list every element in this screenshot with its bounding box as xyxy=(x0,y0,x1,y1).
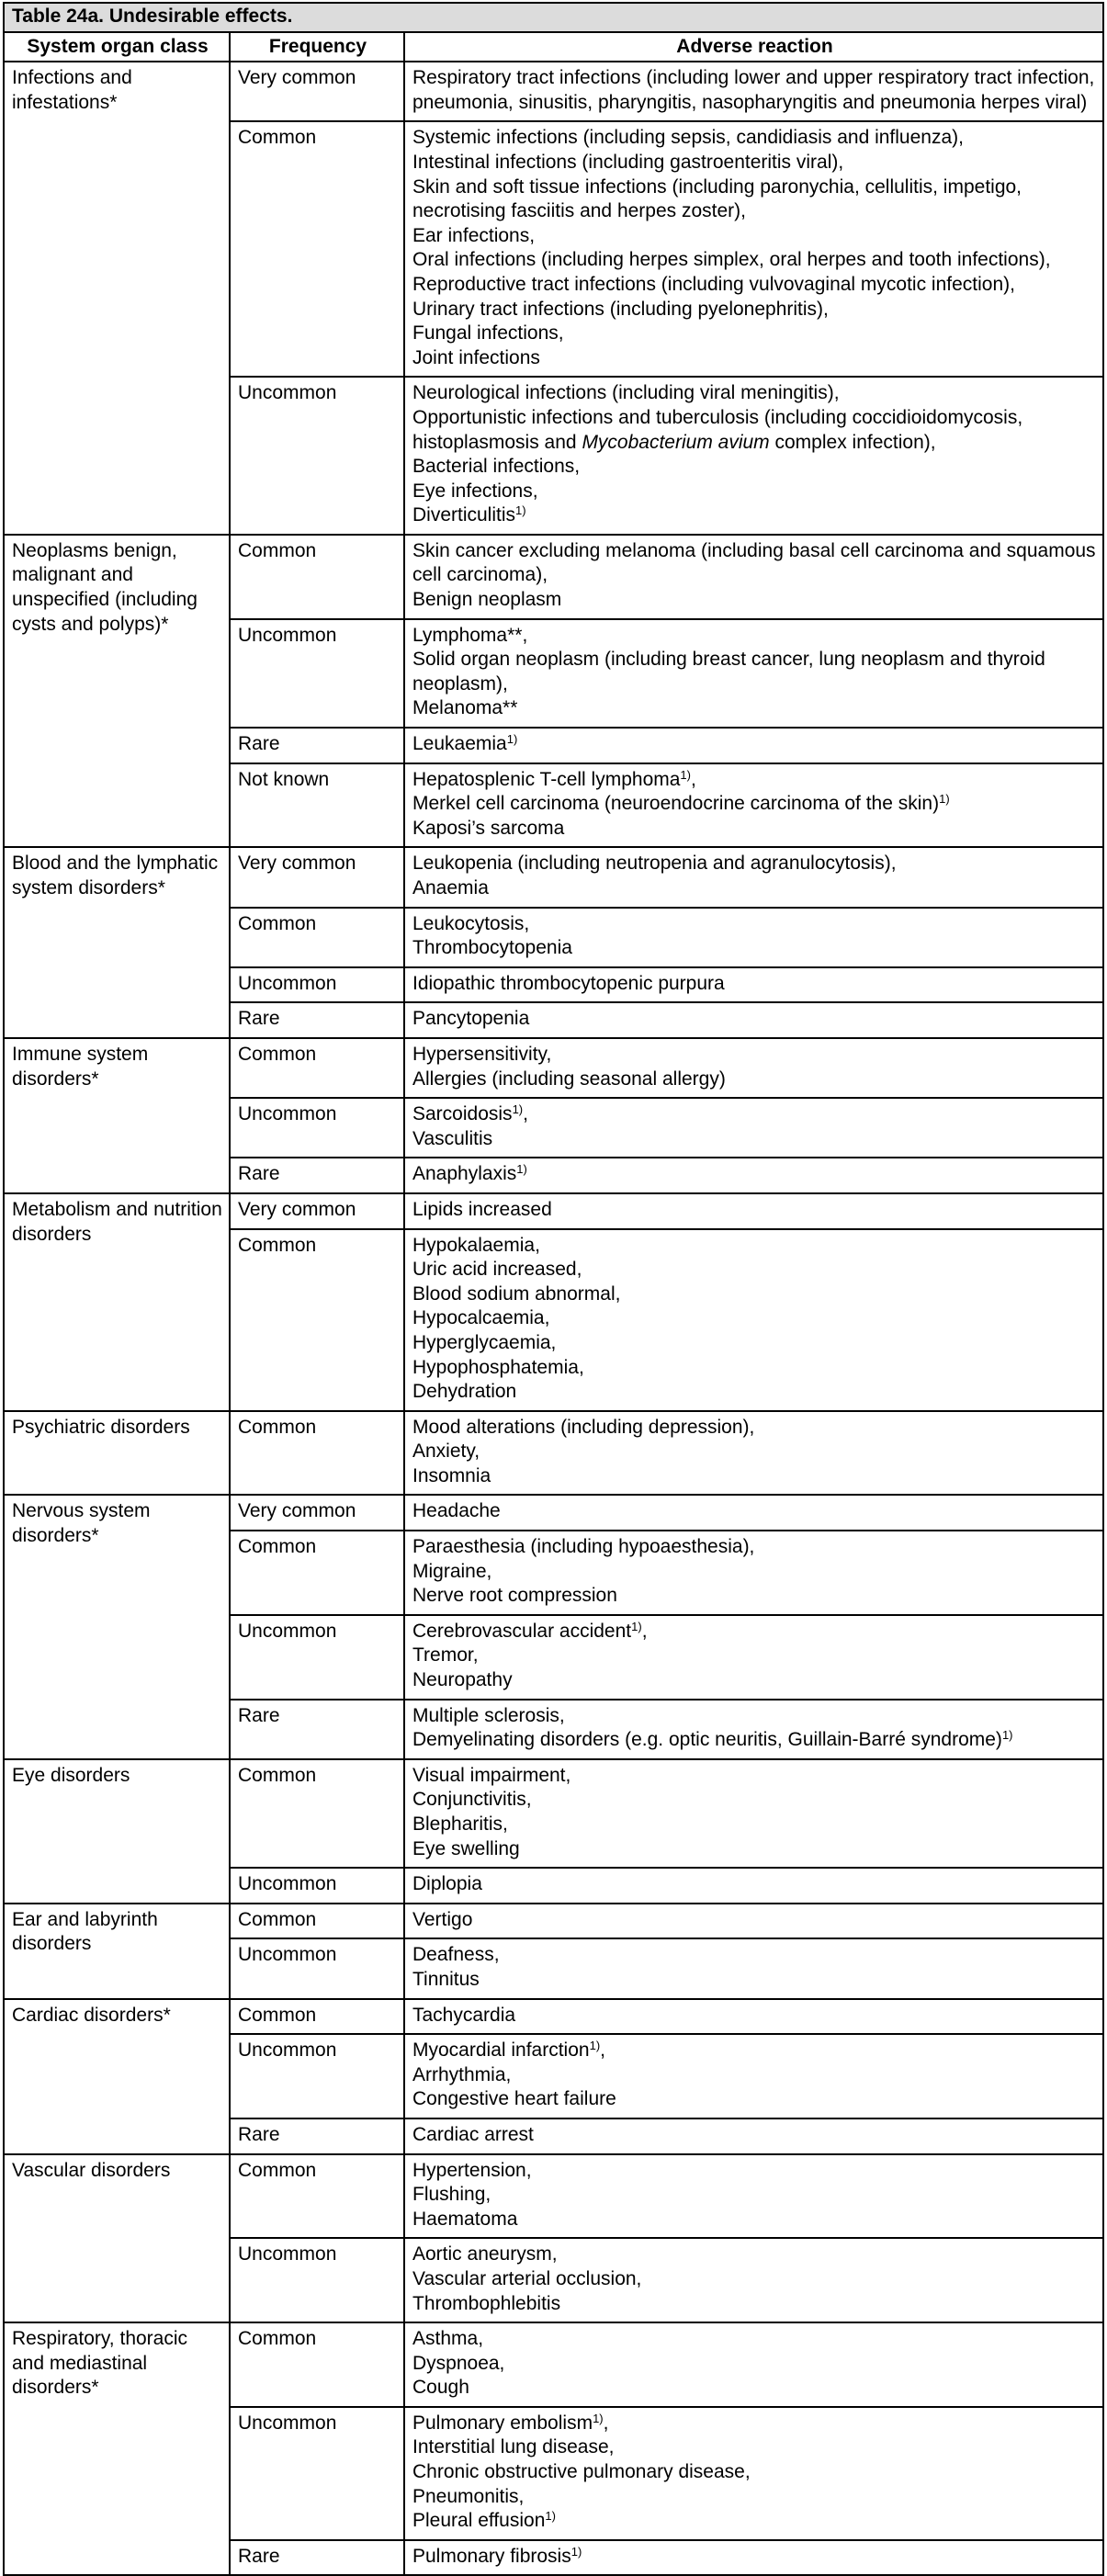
reaction-text: Hypersensitivity, xyxy=(412,1043,552,1065)
adverse-reaction-item xyxy=(412,1331,1097,1356)
reaction-text: Thrombophlebitis xyxy=(412,2292,561,2314)
table-row xyxy=(4,535,1103,619)
adverse-reaction-item xyxy=(412,588,1097,613)
frequency-cell: Rare xyxy=(230,728,404,763)
frequency-cell: Rare xyxy=(230,2118,404,2154)
frequency-cell: Uncommon xyxy=(230,1938,404,1998)
reaction-text: Anaemia xyxy=(412,877,489,898)
adverse-reaction-item xyxy=(412,1908,1097,1933)
adverse-reaction-item xyxy=(412,2292,1097,2317)
adverse-reaction-item xyxy=(412,936,1097,961)
adverse-reaction-item xyxy=(412,1943,1097,1968)
adverse-reaction-cell xyxy=(404,2540,1103,2576)
adverse-reaction-item xyxy=(412,406,1097,455)
reaction-text: Melanoma** xyxy=(412,697,518,719)
adverse-reaction-item xyxy=(412,1306,1097,1331)
reaction-text: Headache xyxy=(412,1500,501,1522)
adverse-reaction-item xyxy=(412,1620,1097,1644)
frequency-cell: Uncommon xyxy=(230,1615,404,1700)
footnote-marker: 1) xyxy=(593,2411,604,2425)
adverse-reaction-item xyxy=(412,151,1097,175)
reaction-text: Bacterial infections, xyxy=(412,456,581,478)
reaction-text: Visual impairment, xyxy=(412,1764,571,1786)
reaction-text: Idiopathic thrombocytopenic purpura xyxy=(412,972,725,994)
reaction-text: Aortic aneurysm, xyxy=(412,2243,558,2265)
adverse-reaction-cell xyxy=(404,728,1103,763)
adverse-reaction-cell xyxy=(404,2034,1103,2118)
reaction-text: Leukopenia (including neutropenia and agranulocytosis), xyxy=(412,853,897,875)
table-row xyxy=(4,2154,1103,2239)
footnote-marker: 1) xyxy=(515,503,526,518)
adverse-reaction-item xyxy=(412,298,1097,322)
reaction-text-suffix: , xyxy=(641,1620,648,1642)
reaction-text: Reproductive tract infections (including vulvovaginal mycotic infection), xyxy=(412,273,1015,295)
adverse-reaction-cell xyxy=(404,1615,1103,1700)
reaction-text: Ear infections, xyxy=(412,224,536,246)
adverse-reaction-item xyxy=(412,2545,1097,2570)
reaction-text: Allergies (including seasonal allergy) xyxy=(412,1068,726,1090)
reaction-text: Dyspnoea, xyxy=(412,2352,505,2374)
frequency-cell: Common xyxy=(230,1531,404,1615)
adverse-reaction-item xyxy=(412,817,1097,842)
footnote-marker: 1) xyxy=(631,1619,642,1633)
reaction-text: Haematoma xyxy=(412,2208,518,2230)
footnote-marker: 1) xyxy=(1001,1728,1013,1743)
adverse-reaction-cell xyxy=(404,1495,1103,1531)
adverse-reaction-cell xyxy=(404,1193,1103,1229)
adverse-reaction-item xyxy=(412,1837,1097,1862)
table-row xyxy=(4,1411,1103,1496)
adverse-reaction-item xyxy=(412,1788,1097,1813)
reaction-text: Hypokalaemia, xyxy=(412,1234,540,1256)
adverse-reaction-item xyxy=(412,876,1097,901)
reaction-text: Pulmonary fibrosis xyxy=(412,2545,571,2567)
reaction-text: Hypocalcaemia, xyxy=(412,1307,550,1329)
system-organ-class-cell: Vascular disorders xyxy=(4,2154,230,2323)
adverse-reaction-cell xyxy=(404,1904,1103,1939)
reaction-text: Arrhythmia, xyxy=(412,2063,512,2085)
reaction-text: Pneumonitis, xyxy=(412,2485,525,2507)
adverse-reaction-cell xyxy=(404,1229,1103,1411)
footnote-marker: 1) xyxy=(939,792,950,807)
system-organ-class-cell: Metabolism and nutrition disorders xyxy=(4,1193,230,1411)
adverse-reaction-cell xyxy=(404,2238,1103,2322)
adverse-reaction-cell xyxy=(404,2322,1103,2407)
adverse-reaction-cell xyxy=(404,847,1103,907)
adverse-reaction-cell xyxy=(404,377,1103,535)
adverse-reaction-item xyxy=(412,480,1097,504)
reaction-text: Asthma, xyxy=(412,2328,484,2350)
table-title: Table 24a. Undesirable effects. xyxy=(4,3,1103,32)
adverse-reaction-cell xyxy=(404,763,1103,848)
adverse-reaction-cell xyxy=(404,1868,1103,1904)
adverse-reaction-item xyxy=(412,126,1097,151)
reaction-text: Pleural effusion xyxy=(412,2510,546,2532)
reaction-italic-text: Mycobacterium avium xyxy=(582,431,770,453)
adverse-reaction-cell xyxy=(404,1700,1103,1759)
adverse-reaction-cell xyxy=(404,121,1103,377)
table-row xyxy=(4,1759,1103,1868)
reaction-text: Cough xyxy=(412,2377,469,2399)
reaction-text: Anxiety, xyxy=(412,1441,480,1463)
adverse-reaction-item xyxy=(412,273,1097,298)
system-organ-class-cell: Blood and the lymphatic system disorders* xyxy=(4,847,230,1038)
adverse-reaction-cell xyxy=(404,1938,1103,1998)
system-organ-class-cell: Ear and labyrinth disorders xyxy=(4,1904,230,1999)
adverse-reaction-item xyxy=(412,1644,1097,1668)
adverse-reaction-item xyxy=(412,972,1097,997)
adverse-reaction-cell xyxy=(404,1158,1103,1193)
table-row xyxy=(4,1038,1103,1098)
frequency-cell: Uncommon xyxy=(230,2238,404,2322)
footnote-marker: 1) xyxy=(680,767,691,782)
frequency-cell: Uncommon xyxy=(230,967,404,1003)
frequency-cell: Common xyxy=(230,1411,404,1496)
adverse-reaction-item xyxy=(412,2243,1097,2267)
adverse-reaction-item xyxy=(412,2123,1097,2148)
reaction-text: Cerebrovascular accident xyxy=(412,1620,632,1642)
reaction-text: Deafness, xyxy=(412,1944,500,1966)
reaction-text: Vertigo xyxy=(412,1908,473,1930)
adverse-reaction-item xyxy=(412,1813,1097,1837)
frequency-cell: Rare xyxy=(230,1002,404,1038)
adverse-reaction-cell xyxy=(404,2407,1103,2540)
adverse-reaction-item xyxy=(412,792,1097,817)
adverse-reaction-item xyxy=(412,346,1097,371)
adverse-reaction-item xyxy=(412,455,1097,480)
reaction-text: Vasculitis xyxy=(412,1127,493,1149)
reaction-text: Joint infections xyxy=(412,346,540,368)
adverse-reaction-item xyxy=(412,1258,1097,1282)
reaction-text-suffix: , xyxy=(690,768,696,790)
table-row xyxy=(4,1904,1103,1939)
reaction-text: Diplopia xyxy=(412,1873,482,1895)
adverse-reaction-item xyxy=(412,648,1097,696)
adverse-reaction-item xyxy=(412,1162,1097,1187)
adverse-reaction-item xyxy=(412,1356,1097,1381)
frequency-cell: Common xyxy=(230,1229,404,1411)
reaction-text: Systemic infections (including sepsis, candidiasis and influenza), xyxy=(412,127,964,149)
adverse-reaction-item xyxy=(412,539,1097,588)
adverse-reaction-item xyxy=(412,224,1097,249)
header-system-organ-class: System organ class xyxy=(4,32,230,62)
reaction-text-suffix: , xyxy=(600,2039,605,2062)
reaction-text: Opportunistic infections and tuberculosis (including coccidioidomycosis, histoplasmosis and xyxy=(412,406,1023,453)
reaction-text: Eye swelling xyxy=(412,1837,520,1859)
header-frequency: Frequency xyxy=(230,32,404,62)
adverse-reaction-cell xyxy=(404,619,1103,728)
reaction-text-suffix: , xyxy=(603,2412,609,2434)
adverse-reaction-item xyxy=(412,1499,1097,1524)
frequency-cell: Not known xyxy=(230,763,404,848)
adverse-reaction-cell xyxy=(404,967,1103,1003)
adverse-reaction-item xyxy=(412,2087,1097,2112)
adverse-reaction-item xyxy=(412,1440,1097,1464)
adverse-reaction-item xyxy=(412,2004,1097,2028)
adverse-reaction-cell xyxy=(404,2154,1103,2239)
reaction-text: Pulmonary embolism xyxy=(412,2412,593,2434)
reaction-text: Flushing, xyxy=(412,2184,491,2206)
reaction-text: Benign neoplasm xyxy=(412,589,562,611)
frequency-cell: Common xyxy=(230,908,404,967)
reaction-text: Skin cancer excluding melanoma (including basal cell carcinoma and squamous cell carcinoma), xyxy=(412,539,1096,586)
reaction-text: Diverticulitis xyxy=(412,504,516,526)
adverse-reaction-item xyxy=(412,2412,1097,2436)
frequency-cell: Rare xyxy=(230,1158,404,1193)
system-organ-class-cell: Nervous system disorders* xyxy=(4,1495,230,1758)
reaction-text: Multiple sclerosis, xyxy=(412,1704,565,1726)
system-organ-class-cell: Eye disorders xyxy=(4,1759,230,1904)
table-row xyxy=(4,1193,1103,1229)
adverse-reaction-cell xyxy=(404,1759,1103,1868)
reaction-text: Lipids increased xyxy=(412,1198,552,1220)
adverse-reaction-cell xyxy=(404,1531,1103,1615)
system-organ-class-cell: Neoplasms benign, malignant and unspecified (including cysts and polyps)* xyxy=(4,535,230,848)
adverse-reaction-item xyxy=(412,624,1097,649)
adverse-reaction-item xyxy=(412,1668,1097,1693)
adverse-reaction-cell xyxy=(404,535,1103,619)
reaction-text: Neurological infections (including viral meningitis), xyxy=(412,382,840,404)
adverse-reaction-item xyxy=(412,2327,1097,2352)
adverse-reaction-item xyxy=(412,66,1097,115)
frequency-cell: Common xyxy=(230,2322,404,2407)
frequency-cell: Common xyxy=(230,2154,404,2239)
document-page xyxy=(3,2,1104,2576)
adverse-reaction-item xyxy=(412,696,1097,721)
frequency-cell: Very common xyxy=(230,847,404,907)
reaction-text: Blood sodium abnormal, xyxy=(412,1282,621,1305)
reaction-text: Interstitial lung disease, xyxy=(412,2436,615,2458)
adverse-reaction-cell xyxy=(404,1002,1103,1038)
adverse-reaction-item xyxy=(412,1007,1097,1032)
table-row xyxy=(4,1495,1103,1531)
adverse-reaction-item xyxy=(412,2159,1097,2184)
reaction-text: Conjunctivitis, xyxy=(412,1789,532,1811)
reaction-text: Nerve root compression xyxy=(412,1585,617,1607)
system-organ-class-cell: Respiratory, thoracic and mediastinal disorders* xyxy=(4,2322,230,2575)
frequency-cell: Common xyxy=(230,1904,404,1939)
reaction-text: Oral infections (including herpes simplex, oral herpes and tooth infections), xyxy=(412,249,1051,271)
frequency-cell: Uncommon xyxy=(230,377,404,535)
table-row xyxy=(4,1999,1103,2035)
adverse-reaction-item xyxy=(412,768,1097,793)
adverse-reaction-item xyxy=(412,1584,1097,1609)
adverse-reaction-item xyxy=(412,2376,1097,2401)
adverse-reaction-item xyxy=(412,322,1097,346)
reaction-text: Merkel cell carcinoma (neuroendocrine carcinoma of the skin) xyxy=(412,793,940,815)
adverse-reaction-item xyxy=(412,1464,1097,1489)
adverse-reaction-item xyxy=(412,2183,1097,2208)
reaction-text: Intestinal infections (including gastroenteritis viral), xyxy=(412,151,844,173)
adverse-reaction-item xyxy=(412,1728,1097,1753)
footnote-marker: 1) xyxy=(506,732,518,747)
adverse-reaction-item xyxy=(412,1198,1097,1223)
adverse-reaction-item xyxy=(412,1127,1097,1152)
reaction-text: Blepharitis, xyxy=(412,1813,508,1835)
adverse-reaction-item xyxy=(412,1704,1097,1729)
header-adverse-reaction: Adverse reaction xyxy=(404,32,1103,62)
reaction-text: Eye infections, xyxy=(412,480,538,502)
adverse-reaction-cell xyxy=(404,62,1103,121)
reaction-text: Uric acid increased, xyxy=(412,1259,582,1281)
adverse-reaction-item xyxy=(412,852,1097,876)
adverse-reaction-item xyxy=(412,732,1097,757)
adverse-reaction-item xyxy=(412,2267,1097,2292)
adverse-reaction-item xyxy=(412,2509,1097,2534)
frequency-cell: Uncommon xyxy=(230,619,404,728)
reaction-text: Lymphoma**, xyxy=(412,624,528,646)
adverse-reaction-item xyxy=(412,1872,1097,1897)
frequency-cell: Uncommon xyxy=(230,2034,404,2118)
table-header-row xyxy=(4,32,1103,62)
reaction-text: Tachycardia xyxy=(412,2004,516,2026)
adverse-reaction-item xyxy=(412,2063,1097,2088)
system-organ-class-cell: Cardiac disorders* xyxy=(4,1999,230,2154)
adverse-reaction-item xyxy=(412,1416,1097,1441)
reaction-text: Pancytopenia xyxy=(412,1008,530,1030)
frequency-cell: Very common xyxy=(230,1495,404,1531)
adverse-reaction-item xyxy=(412,2352,1097,2377)
reaction-text: Cardiac arrest xyxy=(412,2123,534,2145)
reaction-text: Insomnia xyxy=(412,1464,491,1486)
reaction-text: Hypophosphatemia, xyxy=(412,1356,584,1378)
frequency-cell: Common xyxy=(230,1038,404,1098)
reaction-text: Leukaemia xyxy=(412,733,507,755)
adverse-reaction-cell xyxy=(404,1999,1103,2035)
frequency-cell: Uncommon xyxy=(230,2407,404,2540)
adverse-reaction-cell xyxy=(404,1098,1103,1158)
reaction-text: Thrombocytopenia xyxy=(412,937,572,959)
adverse-reaction-item xyxy=(412,175,1097,224)
table-row xyxy=(4,2322,1103,2407)
reaction-text: Demyelinating disorders (e.g. optic neuritis, Guillain-Barré syndrome) xyxy=(412,1729,1002,1751)
system-organ-class-cell: Psychiatric disorders xyxy=(4,1411,230,1496)
adverse-reaction-item xyxy=(412,1234,1097,1259)
adverse-reaction-item xyxy=(412,2208,1097,2232)
frequency-cell: Common xyxy=(230,535,404,619)
reaction-text: Skin and soft tissue infections (including paronychia, cellulitis, impetigo, necrotising fasciitis and herpes zoster), xyxy=(412,175,1022,222)
reaction-text: Migraine, xyxy=(412,1560,492,1582)
reaction-text: Kaposi’s sarcoma xyxy=(412,817,565,839)
reaction-text: Vascular arterial occlusion, xyxy=(412,2267,642,2289)
reaction-text: Chronic obstructive pulmonary disease, xyxy=(412,2461,751,2483)
adverse-reaction-item xyxy=(412,1560,1097,1585)
reaction-text: Paraesthesia (including hypoaesthesia), xyxy=(412,1536,755,1558)
footnote-marker: 1) xyxy=(545,2509,556,2524)
system-organ-class-cell: Immune system disorders* xyxy=(4,1038,230,1193)
frequency-cell: Rare xyxy=(230,2540,404,2576)
adverse-reaction-cell xyxy=(404,2118,1103,2154)
reaction-text: Tinnitus xyxy=(412,1968,480,1990)
reaction-text: Dehydration xyxy=(412,1381,517,1403)
table-head xyxy=(4,3,1103,62)
adverse-reaction-item xyxy=(412,1102,1097,1127)
adverse-reaction-cell xyxy=(404,908,1103,967)
adverse-reaction-cell xyxy=(404,1038,1103,1098)
frequency-cell: Uncommon xyxy=(230,1098,404,1158)
reaction-text: Respiratory tract infections (including lower and upper respiratory tract infection, pneumonia, sinusitis, pharyngitis, nasopharyngitis and pneumonia herpes viral) xyxy=(412,67,1095,113)
reaction-text: Solid organ neoplasm (including breast cancer, lung neoplasm and thyroid neoplasm), xyxy=(412,649,1045,695)
table-row xyxy=(4,62,1103,121)
adverse-reaction-item xyxy=(412,2435,1097,2460)
table-body xyxy=(4,62,1103,2575)
reaction-text: Hypertension, xyxy=(412,2159,532,2181)
adverse-reaction-item xyxy=(412,1968,1097,1993)
adverse-reaction-item xyxy=(412,1380,1097,1405)
reaction-text: Leukocytosis, xyxy=(412,912,530,934)
reaction-text: Hepatosplenic T-cell lymphoma xyxy=(412,768,681,790)
adverse-reaction-item xyxy=(412,1282,1097,1307)
reaction-text: Urinary tract infections (including pyelonephritis), xyxy=(412,298,829,320)
frequency-cell: Common xyxy=(230,1759,404,1868)
frequency-cell: Common xyxy=(230,121,404,377)
reaction-text: Myocardial infarction xyxy=(412,2039,590,2062)
frequency-cell: Uncommon xyxy=(230,1868,404,1904)
reaction-text: Neuropathy xyxy=(412,1669,513,1691)
reaction-text: Sarcoidosis xyxy=(412,1103,513,1125)
adverse-reaction-item xyxy=(412,381,1097,406)
reaction-text-suffix: , xyxy=(523,1103,528,1125)
adverse-reaction-item xyxy=(412,2039,1097,2063)
reaction-text: Congestive heart failure xyxy=(412,2088,616,2110)
system-organ-class-cell: Infections and infestations* xyxy=(4,62,230,535)
table-title-row xyxy=(4,3,1103,32)
adverse-reaction-item xyxy=(412,1764,1097,1789)
footnote-marker: 1) xyxy=(570,2544,582,2559)
reaction-text: Anaphylaxis xyxy=(412,1163,517,1185)
adverse-reaction-item xyxy=(412,1535,1097,1560)
adverse-reaction-item xyxy=(412,248,1097,273)
adverse-reaction-item xyxy=(412,912,1097,937)
frequency-cell: Rare xyxy=(230,1700,404,1759)
frequency-cell: Common xyxy=(230,1999,404,2035)
adverse-reaction-item xyxy=(412,1068,1097,1092)
footnote-marker: 1) xyxy=(589,2039,601,2053)
table-row xyxy=(4,847,1103,907)
frequency-cell: Very common xyxy=(230,1193,404,1229)
footnote-marker: 1) xyxy=(512,1102,524,1117)
adverse-reaction-item xyxy=(412,503,1097,528)
adverse-reaction-cell xyxy=(404,1411,1103,1496)
reaction-text-suffix: complex infection), xyxy=(769,431,936,453)
reaction-text: Tremor, xyxy=(412,1644,479,1666)
adverse-reaction-item xyxy=(412,2485,1097,2510)
frequency-cell: Very common xyxy=(230,62,404,121)
adverse-reaction-item xyxy=(412,1043,1097,1068)
reaction-text: Hyperglycaemia, xyxy=(412,1331,557,1353)
undesirable-effects-table xyxy=(3,2,1104,2576)
reaction-text: Fungal infections, xyxy=(412,322,564,345)
reaction-text: Mood alterations (including depression), xyxy=(412,1416,755,1438)
footnote-marker: 1) xyxy=(516,1162,527,1177)
adverse-reaction-item xyxy=(412,2460,1097,2485)
